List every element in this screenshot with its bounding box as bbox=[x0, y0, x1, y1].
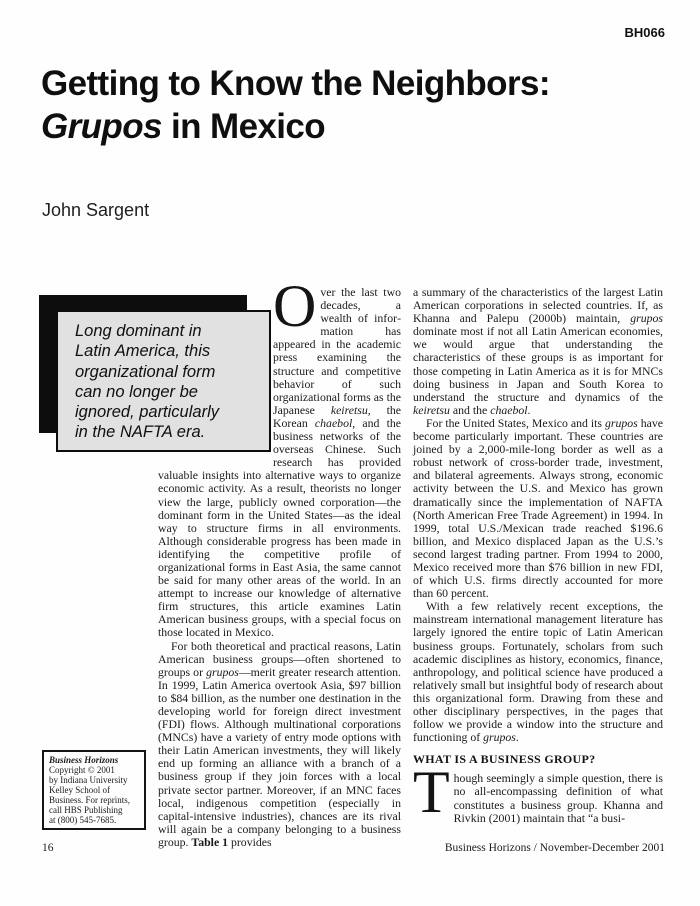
page-number: 16 bbox=[42, 842, 54, 854]
title-line2-rest: in Mexico bbox=[161, 107, 326, 146]
copyright-line: at (800) 545-7685. bbox=[49, 815, 117, 825]
doc-code: BH066 bbox=[624, 25, 665, 40]
page-title bbox=[41, 62, 550, 148]
copyright-line: Business Horizons bbox=[49, 755, 119, 765]
copyright-box bbox=[42, 750, 146, 830]
title-line2-italic: Grupos bbox=[41, 107, 162, 146]
copyright-line: by Indiana University bbox=[49, 775, 128, 785]
quote-wrap-spacer bbox=[158, 286, 273, 469]
copyright-line: Business. For reprints, bbox=[49, 795, 130, 805]
author-name: John Sargent bbox=[42, 200, 150, 220]
copyright-line: call HBS Publishing bbox=[49, 805, 123, 815]
paragraph: For both theoretical and practical reasons, Latin American business groups—often shortened to groups or grupos—merit greater research attention. In 1999, Latin America overtook Asia, $97 billion to $84 billion, as the number one destination in the developing world for foreign direct investment (FDI) flows. Although multinational corporations (MNCs) have a variety of entry mode options with their Latin American investments, they will likely end up forming an alliance with a branch of a business group if they join forces with a local private sector partner. Moreover, if an MNC faces local, indigenous competition (especially in capital-intensive industries), chances are its rival will again be a company belonging to a business group. Table 1 provides bbox=[158, 638, 401, 849]
paragraph: For the United States, Mexico and its grupos have become particularly important. These countries are joined by a 2,000-mile-long border as well as a robust network of cross-border trade, investment, and bilateral agreements. Always strong, economic activity between the U.S. and Mexico has grown dramatically since the implementation of NAFTA (North American Free Trade Agreement) in 1994. In 1999, total U.S./Mexican trade reached $196.6 billion, and Mexico displaced Japan as the U.S.’s second largest trading partner. From 1994 to 2000, Mexico received more than $76 billion in new FDI, of which U.S. firms directly accounted for more than 60 percent. bbox=[413, 415, 663, 601]
column-left bbox=[158, 273, 402, 849]
journal-footer: Business Horizons / November-December 2001 bbox=[444, 842, 665, 854]
copyright-line: Copyright © 2001 bbox=[49, 765, 115, 775]
paragraph-text: hough seemingly a simple question, there is no all-encompassing definition of what constitutes a business group. Khanna and Rivkin (2001) maintain that “a busi- bbox=[453, 771, 663, 825]
paragraph-text: ver the last two decades, a wealth of information has appeared in the academic press examining the structure and competitive behavior of such organizational forms as the Japanese keiretsu, the Korean chaebol, and the business networks of the overseas Chinese. Such research has provided valuable insights into alternative ways to organize economic activity. As a result, theorists no longer view the large, publicly owned corporation—the dominant form in the United States—as the ideal way to structure firms in all environments. Although considerable progress has been made in identifying the competitive profile of organizational forms in East Asia, the same cannot be said for many other areas of the world. In an attempt to increase our knowledge of alternative firm structures, this article examines Latin American business groups, with a special focus on those located in Mexico. bbox=[158, 285, 402, 640]
column-right bbox=[413, 286, 663, 825]
title-line1: Getting to Know the Neighbors: bbox=[41, 64, 550, 103]
paragraph: With a few relatively recent exceptions, the mainstream international management literature has largely ignored the entire topic of Latin American business groups. Fortunately, scholars from such academic disciplines as history, economics, finance, anthropology, and political science have produced a relatively small but insightful body of research about this organizational form. Drawing from these and other disciplinary perspectives, in the pages that follow we provide a window into the structure and functioning of grupos. bbox=[413, 599, 663, 745]
pull-quote-text: Long dominant in Latin America, this organizational form can no longer be ignored, particularly in the NAFTA era. bbox=[75, 322, 219, 442]
drop-cap-t: T bbox=[413, 759, 450, 826]
drop-cap-o: O bbox=[273, 273, 317, 339]
copyright-line: Kelley School of bbox=[49, 785, 110, 795]
paragraph: a summary of the characteristics of the largest Latin American corporations in selected countries. If, as Khanna and Palepu (2000b) maintain, grupos dominate most if not all Latin American economies, we would argue that understanding the characteristics of these groups is as important for those competing in Latin America as it is for MNCs doing business in Japan and South Korea to understand the structure and dynamics of the keiretsu and the chaebol. bbox=[413, 285, 663, 417]
section-heading: WHAT IS A BUSINESS GROUP? bbox=[413, 752, 596, 767]
